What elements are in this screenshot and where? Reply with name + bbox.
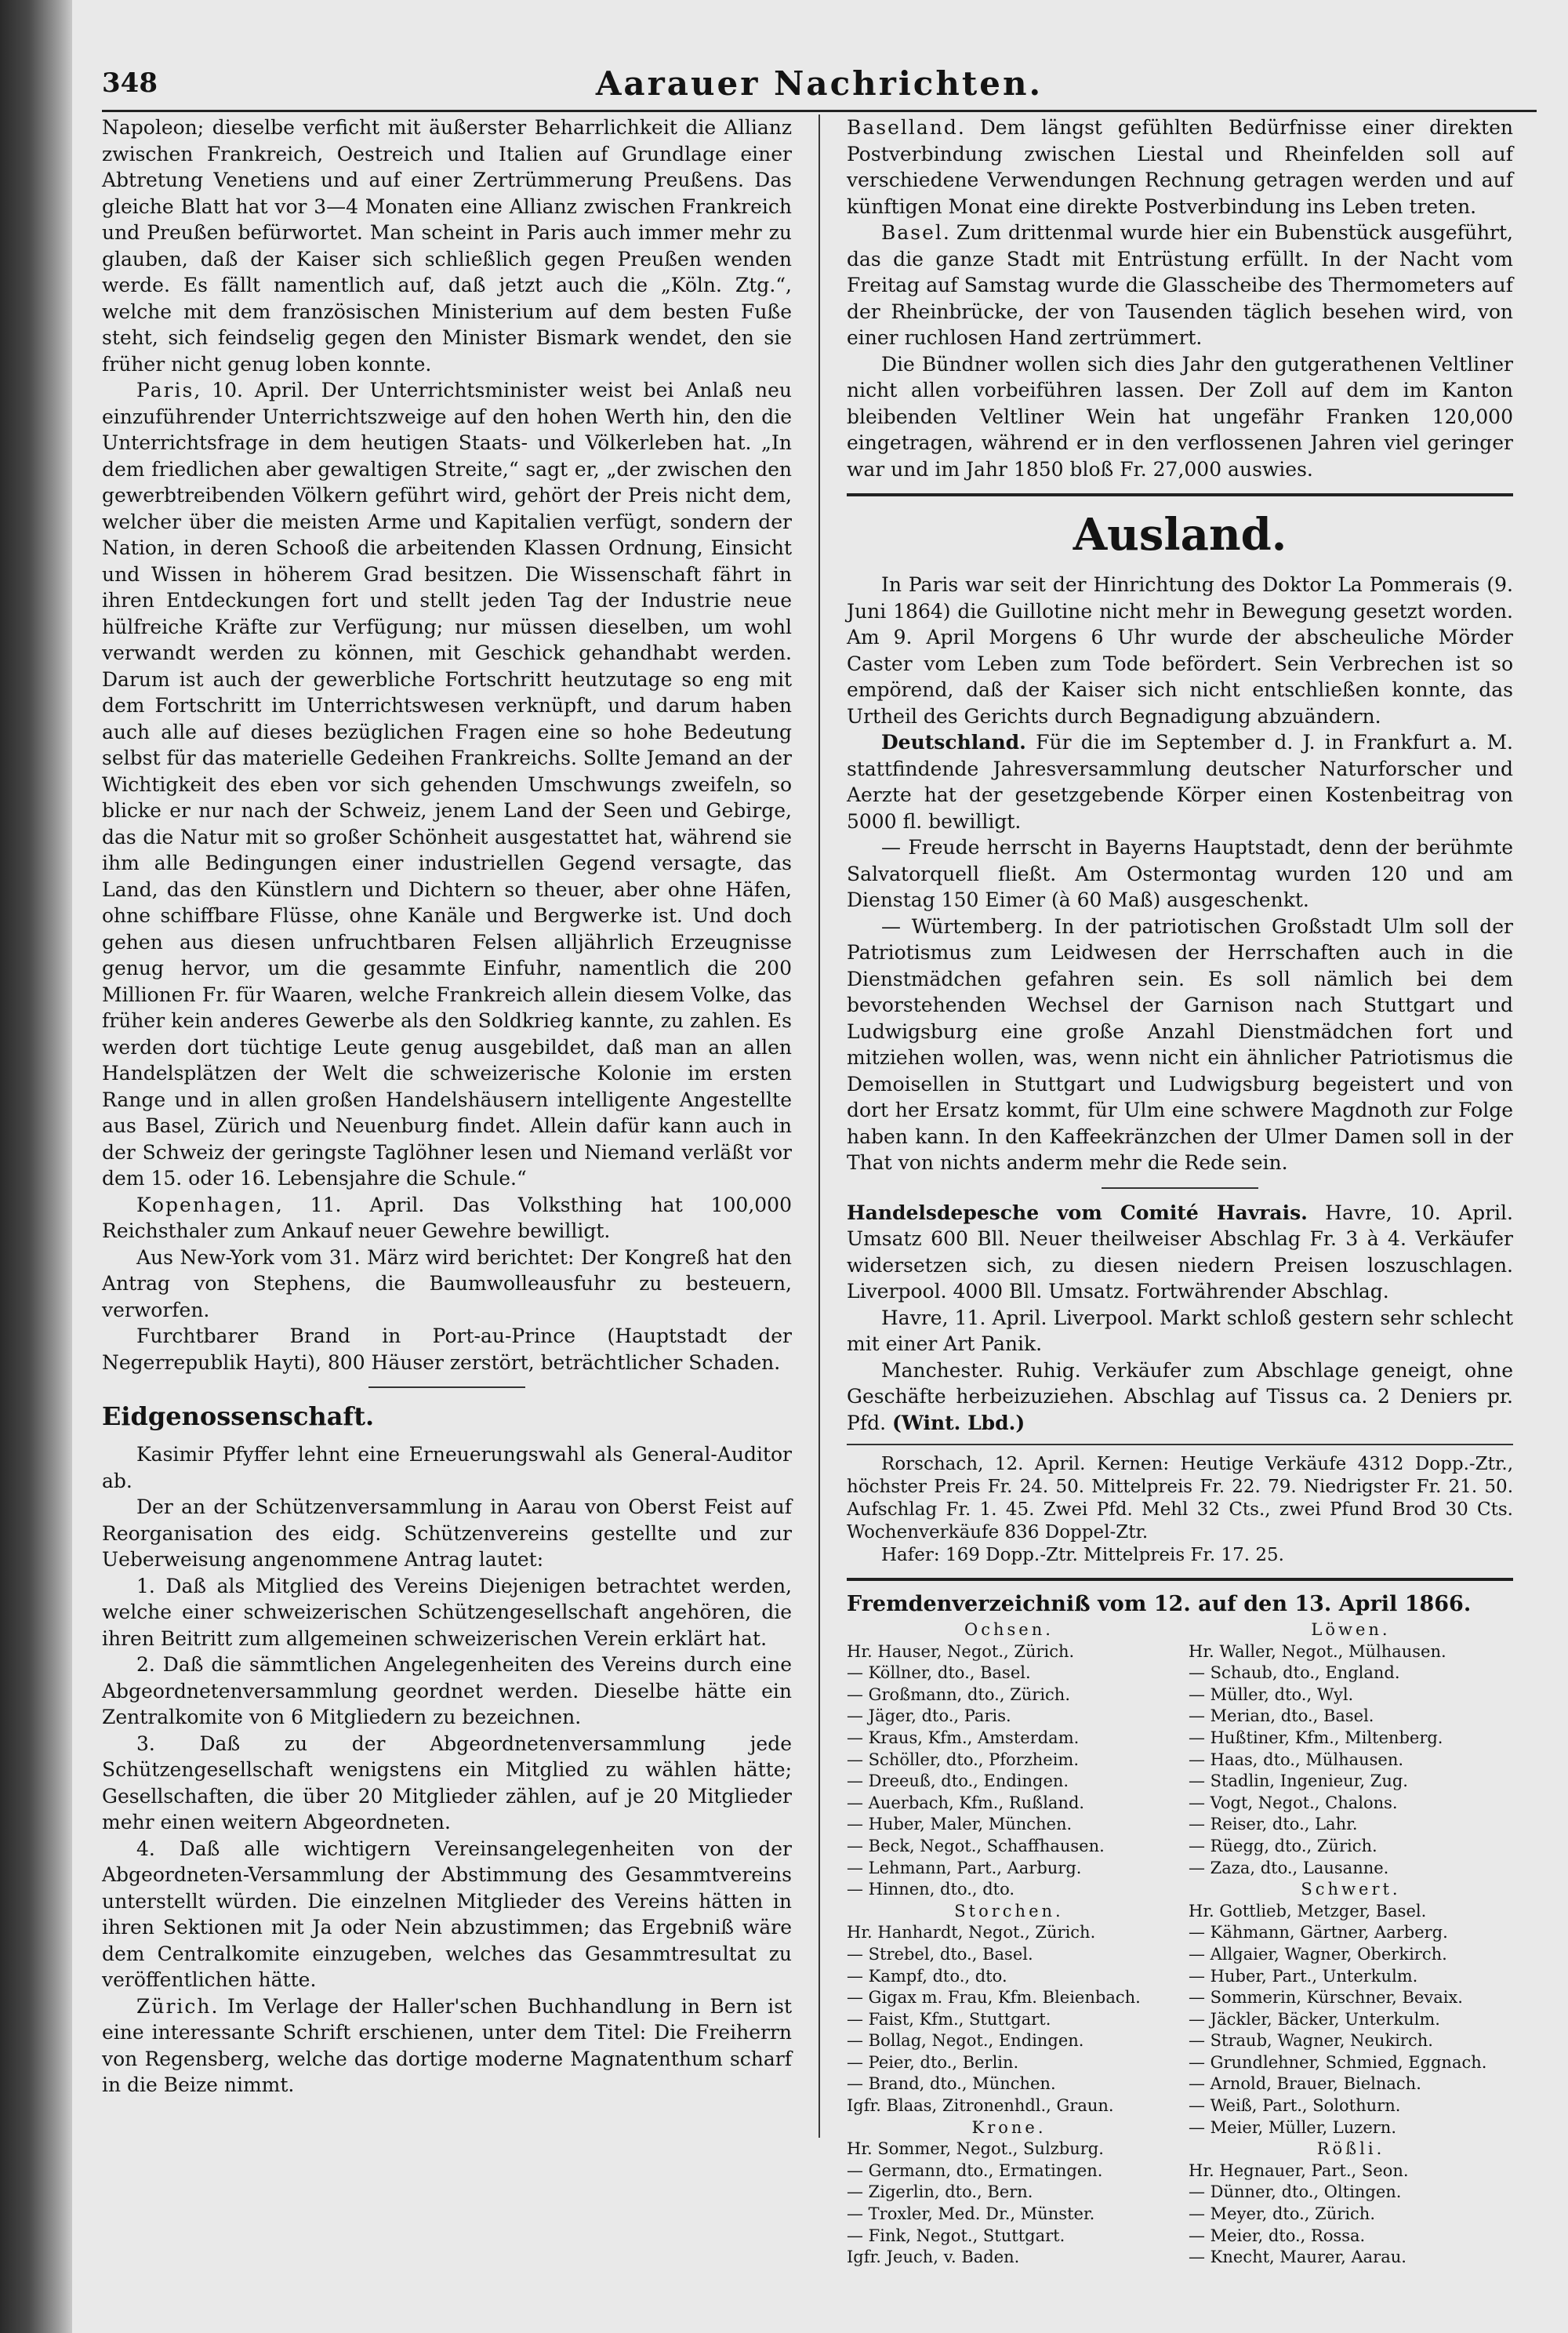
register-title: Fremdenverzeichniß vom 12. auf den 13. April 1866. [847, 1592, 1472, 1616]
register-entry: — Dreeuß, dto., Endingen. [847, 1772, 1069, 1791]
article-deutschland-text: Für die im September d. J. in Frankfurt a. M. stattfindende Jahresversammlung deutscher Naturforscher und Aerzte hat der gesetzgebende Körper einen Kostenbeitrag von 5000 fl. bewilligt. [847, 731, 1513, 833]
register-entry: — Stadlin, Ingenieur, Zug. [1189, 1772, 1408, 1791]
article-napoleon: Napoleon; dieselbe verficht mit äußerster Beharrlichkeit die Allianz zwischen Frankreich, Oestreich und Italien auf Grundlage einer Abtretung Venetiens und auf einer Zertrümmerung Preußens. Das gleiche Blatt hat vor 3—4 Monaten eine Allianz zwischen Frankreich und Preußen befürwortet. Man scheint in Paris auch immer mehr zu glauben, daß der Kaiser sich schließlich gegen Preußen wenden werde. Es fällt namentlich auf, daß jetzt auch die „Köln. Ztg.“, welche mit dem französischen Ministerium auf dem besten Fuße steht, sich feindselig gegen den Minister Bismark wendet, den sie früher nicht genug loben konnte. [102, 116, 792, 376]
article-pfyffer: Kasimir Pfyffer lehnt eine Erneuerungswahl als General-Auditor ab. [102, 1443, 792, 1492]
dateline-baselland: Baselland [847, 116, 958, 139]
register-entry: — Zigerlin, dto., Bern. [847, 2182, 1033, 2202]
article-handelsdepesche [847, 1200, 1513, 1305]
section-rule [847, 493, 1513, 496]
antrag-item-4: 4. Daß alle wichtigern Vereinsangelegenheiten von der Abgeordneten-Versammlung der Abstimmung des Gesammtvereins unterstellt würden. Die einzelnen Mitglieder des Vereins hätten in ihren Sektionen mit Ja oder Nein abzustimmen; das Ergebniß wäre dem Centralkomite einzugeben, welches das Gesammtresultat zu veröffentlichen hätte. [102, 1837, 792, 1991]
article-zurich-text: . Im Verlage der Haller'schen Buchhandlung in Bern ist eine interessante Schrift erschienen, unter dem Titel: Die Freiherrn von Regensberg, welche das dortige moderne Magnatenthum scharf in die Beize nimmt. [102, 1994, 792, 2096]
register-entry: Igfr. Jeuch, v. Baden. [847, 2248, 1020, 2267]
market-report-rorschach: Rorschach, 12. April. Kernen: Heutige Verkäufe 4312 Dopp.-Ztr., höchster Preis Fr. 24. 50. Mittelpreis Fr. 22. 79. Niedrigster Fr. 21. 50. Aufschlag Fr. 1. 45. Zwei Pfd. Mehl 32 Cts., zwei Pfund Brod 30 Cts. Wochenverkäufe 836 Doppel-Ztr. [847, 1454, 1513, 1543]
section-title-eidgenossenschaft: Eidgenossenschaft. [102, 1401, 375, 1431]
article-basel-text: . Zum drittenmal wurde hier ein Bubenstück ausgeführt, das die ganze Stadt mit Entrüstung erfüllt. In der Nacht vom Freitag auf Samstag wurde die Glasscheibe des Thermometers auf der Rheinbrücke, der von Tausenden täglich besehen wird, von einer ruchlosen Hand zertrümmert. [847, 221, 1513, 349]
register-entry: — Huber, Part., Unterkulm. [1189, 1966, 1418, 1986]
header-rule [102, 110, 1537, 112]
dateline-zurich: Zürich [136, 1994, 212, 2018]
article-deutschland [847, 729, 1513, 834]
dateline-kopenhagen: Kopenhagen [136, 1193, 276, 1216]
register-entry: — Merian, dto., Basel. [1189, 1706, 1374, 1726]
page-header [102, 60, 1537, 107]
register-entry: Hr. Hauser, Negot., Zürich. [847, 1641, 1075, 1661]
masthead-title: Aarauer Nachrichten. [595, 64, 1044, 103]
register-entry: Hr. Hegnauer, Part., Seon. [1189, 2160, 1409, 2180]
register-hotel-heading: Löwen. [1311, 1620, 1391, 1639]
register-entry: — Kähmann, Gärtner, Aarberg. [1189, 1923, 1448, 1942]
register-entry: — Brand, dto., München. [847, 2074, 1056, 2094]
register-entry: — Jäger, dto., Paris. [847, 1706, 1011, 1726]
dateline-paris: Paris [136, 379, 194, 402]
register-entry: — Arnold, Brauer, Bielnach. [1189, 2074, 1421, 2094]
dateline-handelsdepesche: Handelsdepesche vom Comité Havrais. [847, 1201, 1308, 1224]
register-entry: — Meier, dto., Rossa. [1189, 2226, 1366, 2245]
register-entry: Hr. Hanhardt, Negot., Zürich. [847, 1923, 1096, 1942]
register-entry: — Knecht, Maurer, Aarau. [1189, 2248, 1406, 2267]
register-entry: — Kampf, dto., dto. [847, 1966, 1007, 1986]
article-paris-text: , 10. April. Der Unterrichtsminister weist bei Anlaß neu einzuführender Unterrichtszweige auf den hohen Werth hin, den die Unterrichtsfrage in dem heutigen Staats- und Völkerleben hat. „In dem friedlichen aber gewaltigen Streite,“ sagt er, „der zwischen den gewerbtreibenden Völkern geführt wird, gehört der Preis nicht dem, welcher über die meisten Arme und Kapitalien verfügt, sondern der Nation, in deren Schooß die arbeitenden Klassen Ordnung, Einsicht und Wissen in höherem Grad besitzen. Die Wissenschaft fährt in ihren Entdeckungen fort und stellt jeden Tag der Industrie neue hülfreiche Kräfte zur Verfügung; nur müssen dieselben, um wohl verwandt werden zu können, mit Geschick gehandhabt werden. Darum ist auch der gewerbliche Fortschritt heutzutage so eng mit dem Fortschritt im Unterrichtswesen verknüpft, und darum haben auch alle auf dieses bezüglichen Fragen eine so hohe Bedeutung selbst für das materielle Gedeihen Frankreichs. Sollte Jemand an der Wichtigkeit des eben vor sich gehenden Umschwungs zweifeln, so blicke er nur nach der Schweiz, jenem Land der Seen und Gebirge, das die Natur mit so großer Schönheit ausgestattet hat, während sie ihm alle Bedingungen einer industriellen Gegend versagte, das Land, das den Künstlern und Dichtern so theuer, aber ohne Häfen, ohne schiffbare Flüsse, ohne Kanäle und Bergwerke ist. Und doch gehen aus diesen unfruchtbaren Felsen alljährlich Erzeugnisse genug hervor, um die gesammte Einfuhr, namentlich die 200 Millionen Fr. für Waaren, welche Frankreich allein diesem Volke, das früher kein anderes Gewerbe als den Soldkrieg kannte, zu zahlen. Es werden dort tüchtige Leute genug ausgebildet, daß man an allen Handelsplätzen der Welt die schweizerische Kolonie im ersten Range und in allen großen Handelshäusern intelligente Angestellte aus Basel, Zürich und Neuenburg findet. Allein dafür kann auch in der Schweiz der geringste Taglöhner lesen und Niemand verläßt vor dem 15. oder 16. Lebensjahre die Schule.“ [102, 379, 792, 1190]
section-rule [847, 1444, 1513, 1445]
register-entry: — Sommerin, Kürschner, Bevaix. [1189, 1988, 1463, 2008]
section-rule [847, 1578, 1513, 1581]
register-entry: — Faist, Kfm., Stuttgart. [847, 2009, 1051, 2029]
right-column [847, 114, 1513, 2269]
register-entry: — Reiser, dto., Lahr. [1189, 1815, 1358, 1834]
article-kopenhagen [102, 1192, 792, 1245]
article-antrag-intro: Der an der Schützenversammlung in Aarau von Oberst Feist auf Reorganisation des eidg. Schützenvereins gestellte und zur Ueberweisung angenommene Antrag lautet: [102, 1495, 792, 1571]
article-paris [102, 377, 792, 1192]
antrag-item-1: 1. Daß als Mitglied des Vereins Diejenigen betrachtet werden, welche einer schweizerischen Schützengesellschaft angehören, die ihren Beitritt zum allgemeinen schweizerischen Verein erklärt hat. [102, 1574, 792, 1650]
register-entry: — Rüegg, dto., Zürich. [1189, 1836, 1377, 1855]
article-manchester-text: Manchester. Ruhig. Verkäufer zum Abschlage geneigt, ohne Geschäfte herbeizuziehen. Abschlag auf Tissus ca. 2 Deniers pr. Pfd. [847, 1358, 1513, 1434]
article-basel [847, 220, 1513, 351]
article-paris-guillotine: In Paris war seit der Hinrichtung des Doktor La Pommerais (9. Juni 1864) die Guillotine nicht mehr in Bewegung gesetzt worden. Am 9. April Morgens 6 Uhr wurde der abscheuliche Mörder Caster vom Leben zum Tode befördert. Sein Verbrechen ist so empörend, daß der Kaiser sich nicht entschließen konnte, das Urtheil des Gerichts durch Begnadigung abzuändern. [847, 573, 1513, 728]
article-port-au-prince: Furchtbarer Brand in Port-au-Prince (Hauptstadt der Negerrepublik Hayti), 800 Häuser zerstört, beträchtlicher Schaden. [102, 1325, 792, 1374]
register-entry: — Vogt, Negot., Chalons. [1189, 1793, 1398, 1812]
register-hotel-heading: Rößli. [1316, 2139, 1385, 2159]
register-entry: — Huber, Maler, München. [847, 1815, 1073, 1834]
register-entry: — Germann, dto., Ermatingen. [847, 2160, 1103, 2180]
register-entry: Hr. Waller, Negot., Mülhausen. [1189, 1641, 1446, 1661]
register-entry: — Weiß, Part., Solothurn. [1189, 2096, 1401, 2116]
dateline-deutschland: Deutschland. [881, 731, 1026, 754]
register-entry: — Dünner, dto., Oltingen. [1189, 2182, 1402, 2202]
register-entry: — Großmann, dto., Zürich. [847, 1684, 1071, 1704]
register-entry: — Troxler, Med. Dr., Münster. [847, 2204, 1095, 2224]
article-zurich [102, 1993, 792, 2099]
register-hotel-heading: Storchen. [954, 1901, 1064, 1921]
register-column-right [1189, 1619, 1513, 2269]
register-entry: — Bollag, Negot., Endingen. [847, 2031, 1084, 2051]
register-entry: — Auerbach, Kfm., Rußland. [847, 1793, 1085, 1812]
article-wuertemberg: — Würtemberg. In der patriotischen Großstadt Ulm soll der Patriotismus zum Leidwesen der Herrschaften auch in die Dienstmädchen gefahren sein. Es soll nämlich bei dem bevorstehenden Wechsel der Garnison nach Stuttgart und Ludwigsburg eine große Anzahl Dienstmädchen fort und mitziehen wollen, was, wenn nicht ein ähnlicher Patriotismus die Demoisellen in Stuttgart und Ludwigsburg begeistert und von dort her Ersatz kommt, für Ulm eine schwere Magdnoth zur Folge haben kann. In den Kaffeekränzchen der Ulmer Damen soll in der That von nichts anderm mehr die Rede sein. [847, 914, 1513, 1174]
register-entry: — Hinnen, dto., dto. [847, 1880, 1015, 1899]
register-entry: Igfr. Blaas, Zitronenhdl., Graun. [847, 2096, 1114, 2116]
register-entry: Hr. Sommer, Negot., Sulzburg. [847, 2139, 1104, 2159]
left-column [102, 114, 792, 2099]
antrag-item-3: 3. Daß zu der Abgeordnetenversammlung jede Schützengesellschaft wenigstens ein Mitglied zu wählen hätte; Gesellschaften, die über 20 Mitglieder zählen, auf je 20 Mitglieder mehr einen weitern Abgeordneten. [102, 1732, 792, 1833]
register-hotel-heading: Ochsen. [964, 1620, 1054, 1639]
register-entry: — Köllner, dto., Basel. [847, 1663, 1031, 1683]
register-entry: — Allgaier, Wagner, Oberkirch. [1189, 1944, 1447, 1964]
register-entry: — Schöller, dto., Pforzheim. [847, 1750, 1080, 1769]
article-havre-11: Havre, 11. April. Liverpool. Markt schloß gestern sehr schlecht mit einer Art Panik. [847, 1306, 1513, 1355]
register-entry: — Fink, Negot., Stuttgart. [847, 2226, 1065, 2245]
register-entry: — Jäckler, Bäcker, Unterkulm. [1189, 2009, 1440, 2029]
register-entry: — Schaub, dto., England. [1189, 1663, 1400, 1683]
register-hotel-heading: Schwert. [1301, 1880, 1401, 1899]
article-baselland-text: . Dem längst gefühlten Bedürfnisse einer direkten Postverbindung zwischen Liestal und Rheinfelden soll auf verschiedene Verwendungen Rechnung getragen werden und auf künftigen Monat eine direkte Postverbindung ins Leben treten. [847, 116, 1513, 218]
article-buendner: Die Bündner wollen sich dies Jahr den gutgerathenen Veltliner nicht allen vorbeiführen lassen. Der Zoll auf dem im Kanton bleibenden Veltliner Wein hat ungefähr Franken 120,000 eingetragen, während er in den verflossenen Jahren viel geringer war und im Jahr 1850 bloß Fr. 27,000 auswies. [847, 352, 1513, 481]
register-entry: — Straub, Wagner, Neukirch. [1189, 2031, 1433, 2051]
register-entry: — Beck, Negot., Schaffhausen. [847, 1836, 1105, 1855]
article-baselland [847, 114, 1513, 220]
register-entry: — Zaza, dto., Lausanne. [1189, 1858, 1389, 1877]
register-column-left [847, 1619, 1171, 2269]
guest-register [847, 1619, 1513, 2269]
article-bayern: — Freude herrscht in Bayerns Hauptstadt, denn der berühmte Salvatorquell fließt. Am Ostermontag wurden 120 und am Dienstag 150 Eimer (à 60 Maß) ausgeschenkt. [847, 836, 1513, 911]
dateline-basel: Basel [881, 221, 943, 244]
section-rule [368, 1386, 525, 1388]
article-handelsdepesche-text: Havre, 10. April. Umsatz 600 Bll. Neuer theilweiser Abschlag Fr. 3 à 4. Verkäufer widersetzen sich, zu diesen niedern Preisen loszuschlagen. Liverpool. 4000 Bll. Umsatz. Fortwährender Abschlag. [847, 1201, 1513, 1303]
register-entry: — Müller, dto., Wyl. [1189, 1684, 1354, 1704]
register-entry: — Kraus, Kfm., Amsterdam. [847, 1728, 1080, 1747]
register-entry: — Haas, dto., Mülhausen. [1189, 1750, 1404, 1769]
register-entry: — Strebel, dto., Basel. [847, 1944, 1033, 1964]
register-entry: — Meyer, dto., Zürich. [1189, 2204, 1375, 2224]
book-binding [0, 0, 72, 2333]
column-divider [818, 114, 820, 2138]
register-entry: — Gigax m. Frau, Kfm. Bleienbach. [847, 1988, 1141, 2008]
register-entry: — Lehmann, Part., Aarburg. [847, 1858, 1082, 1877]
register-entry: — Peier, dto., Berlin. [847, 2052, 1019, 2072]
section-title-ausland: Ausland. [1073, 509, 1287, 561]
article-kopenhagen-text: , 11. April. Das Volksthing hat 100,000 Reichsthaler zum Ankauf neuer Gewehre bewilligt. [102, 1193, 792, 1242]
article-new-york: Aus New-York vom 31. März wird berichtet: Der Kongreß hat den Antrag von Stephens, die Baumwolleausfuhr zu besteuern, verworfen. [102, 1245, 792, 1321]
antrag-item-2: 2. Daß die sämmtlichen Angelegenheiten des Vereins durch eine Abgeordnetenversammlung geordnet werden. Dieselbe hätte ein Zentralkomite von 6 Mitgliedern zu bezeichnen. [102, 1653, 792, 1728]
article-manchester [847, 1357, 1513, 1437]
page-number: 348 [102, 67, 158, 99]
register-entry: Hr. Gottlieb, Metzger, Basel. [1189, 1901, 1427, 1921]
register-entry: — Hußtiner, Kfm., Miltenberg. [1189, 1728, 1443, 1747]
market-report-hafer: Hafer: 169 Dopp.-Ztr. Mittelpreis Fr. 17. 25. [881, 1545, 1284, 1565]
section-rule [1102, 1187, 1258, 1189]
register-entry: — Grundlehner, Schmied, Eggnach. [1189, 2052, 1487, 2072]
register-hotel-heading: Krone. [971, 2117, 1047, 2137]
source-note: (Wint. Lbd.) [891, 1411, 1025, 1434]
register-entry: — Meier, Müller, Luzern. [1189, 2117, 1397, 2137]
